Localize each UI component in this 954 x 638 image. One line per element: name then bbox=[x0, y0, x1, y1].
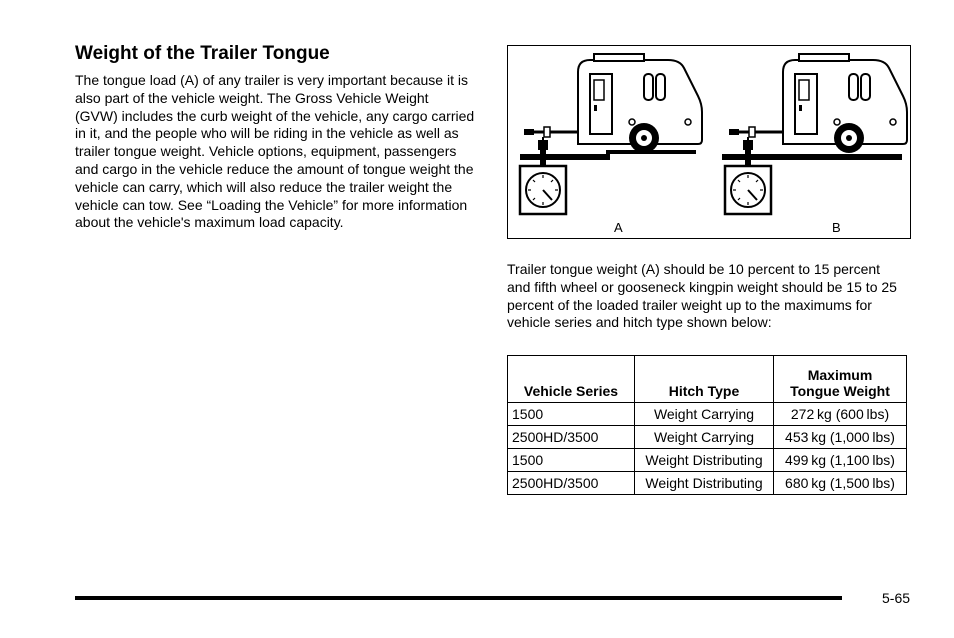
cell-max-tongue-weight: 272 kg (600 lbs) bbox=[774, 403, 907, 426]
section-body-text: The tongue load (A) of any trailer is very important because it is also part of the vehicle weight. The Gross Vehicle Weight (GVW) includes the curb weight of the vehicle, any cargo carried in it, and the people who will be riding in the vehicle as well as trailer tongue weight. Vehicle options, equipment, passengers and cargo in the vehicle reduce the amount of tongue weight the vehicle can carry, which will also reduce the trailer weight the vehicle can tow. See “Loading the Vehicle” for more information about the vehicle's maximum load capacity. bbox=[75, 72, 475, 231]
cell-hitch-type: Weight Distributing bbox=[635, 449, 774, 472]
table-row bbox=[508, 449, 907, 472]
ground-a bbox=[520, 154, 610, 160]
trailer-tongue-figure bbox=[507, 45, 911, 239]
tongue-weight-table bbox=[507, 355, 907, 495]
section-title: Weight of the Trailer Tongue bbox=[75, 43, 330, 64]
cell-max-tongue-weight: 680 kg (1,500 lbs) bbox=[774, 472, 907, 495]
header-max-line1: Maximum bbox=[807, 367, 873, 383]
cell-hitch-type: Weight Carrying bbox=[635, 426, 774, 449]
header-hitch-type: Hitch Type bbox=[635, 356, 774, 403]
trailer-tongue-illustration bbox=[508, 46, 912, 240]
header-max-tongue-weight bbox=[774, 356, 907, 403]
table-row bbox=[508, 403, 907, 426]
page-number: 5-65 bbox=[882, 590, 911, 606]
table-row bbox=[508, 426, 907, 449]
cell-vehicle-series: 2500HD/3500 bbox=[508, 426, 635, 449]
cell-vehicle-series: 2500HD/3500 bbox=[508, 472, 635, 495]
cell-vehicle-series: 1500 bbox=[508, 449, 635, 472]
header-vehicle-series: Vehicle Series bbox=[508, 356, 635, 403]
tongue-weight-paragraph: Trailer tongue weight (A) should be 10 percent to 15 percent and fifth wheel or gooseneck kingpin weight should be 15 to 25 percent of the loaded trailer weight up to the maximums for vehicle series and hitch type shown below: bbox=[507, 261, 897, 331]
cell-hitch-type: Weight Distributing bbox=[635, 472, 774, 495]
cell-vehicle-series: 1500 bbox=[508, 403, 635, 426]
cell-max-tongue-weight: 453 kg (1,000 lbs) bbox=[774, 426, 907, 449]
table-header-row bbox=[508, 356, 907, 403]
header-max-line2: Tongue Weight bbox=[790, 383, 890, 399]
table-row bbox=[508, 472, 907, 495]
cell-max-tongue-weight: 499 kg (1,100 lbs) bbox=[774, 449, 907, 472]
cell-hitch-type: Weight Carrying bbox=[635, 403, 774, 426]
figure-label-a: A bbox=[614, 220, 623, 235]
figure-label-b: B bbox=[832, 220, 841, 235]
footer-rule bbox=[75, 596, 842, 600]
